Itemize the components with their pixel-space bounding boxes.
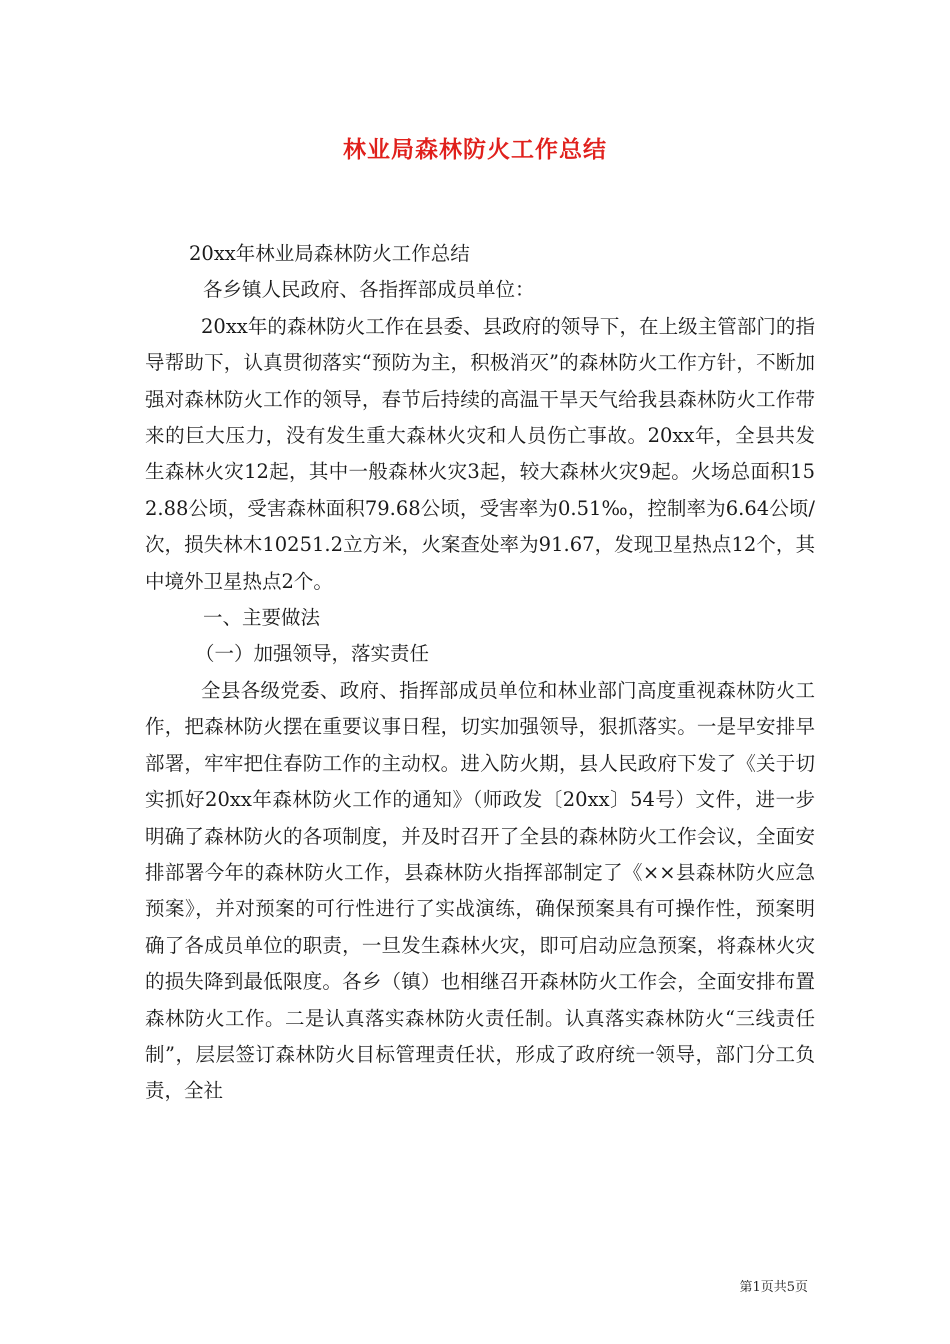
salutation: 各乡镇人民政府、各指挥部成员单位： — [203, 278, 535, 302]
paragraph-leadership: 全县各级党委、政府、指挥部成员单位和林业部门高度重视森林防火工作，把森林防火摆在重要议事日程，切实加强领导，狠抓落实。一是早安排早部署，牢牢把住春防工作的主动权。进入防火期，县人民政府下发了《关于切实抓好20xx年森林防火工作的通知》（师政发〔20xx〕54号）文件，进一步明确了森林防火的各项制度，并及时召开了全县的森林防火工作会议，全面安排部署今年的森林防火工作，县森林防火指挥部制定了《××县森林防火应急预案》，并对预案的可行性进行了实战演练，确保预案具有可操作性，预案明确了各成员单位的职责，一旦发生森林火灾，即可启动应急预案，将森林火灾的损失降到最低限度。各乡（镇）也相继召开森林防火工作会，全面安排布置森林防火工作。二是认真落实森林防火责任制。认真落实森林防火“三线责任制”，层层签订森林防火目标管理责任状，形成了政府统一领导，部门分工负责，全社 — [145, 678, 815, 1103]
page-number: 第1页共5页 — [739, 1280, 808, 1295]
section-heading: 一、主要做法 — [203, 606, 321, 630]
document-subtitle: 20xx年林业局森林防火工作总结 — [189, 242, 470, 265]
document-body — [145, 236, 815, 1110]
paragraph-overview: 20xx年的森林防火工作在县委、县政府的领导下，在上级主管部门的指导帮助下，认真贯彻落实“预防为主，积极消灭”的森林防火工作方针，不断加强对森林防火工作的领导，春节后持续的高温干旱天气给我县森林防火工作带来的巨大压力，没有发生重大森林火灾和人员伤亡事故。20xx年，全县共发生森林火灾12起，其中一般森林火灾3起，较大森林火灾9起。火场总面积152.88公顷，受害森林面积79.68公顷，受害率为0.51‰，控制率为6.64公顷/次，损失林木10251.2立方米，火案查处率为91.67，发现卫星热点12个，其中境外卫星热点2个。 — [145, 314, 815, 593]
subsection-heading: （一）加强领导，落实责任 — [195, 642, 430, 666]
document-title: 林业局森林防火工作总结 — [343, 137, 607, 163]
